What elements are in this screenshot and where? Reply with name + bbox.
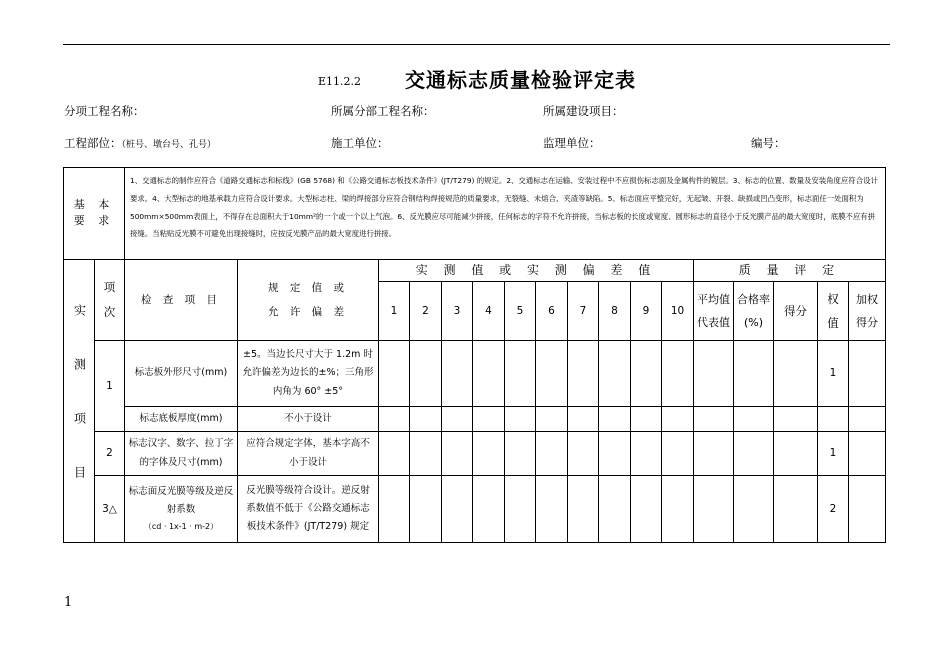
cell[interactable]	[410, 476, 442, 543]
cell[interactable]	[568, 476, 599, 543]
cell[interactable]	[734, 407, 774, 432]
project-name-label: 所属建设项目：	[543, 104, 624, 118]
cell[interactable]	[442, 476, 473, 543]
cell[interactable]	[505, 476, 536, 543]
cell[interactable]	[599, 407, 631, 432]
cell[interactable]	[410, 407, 442, 432]
table-row	[64, 407, 886, 432]
col-weight: 权 值	[818, 282, 849, 341]
row-3-no: 3△	[95, 476, 125, 543]
cell[interactable]	[473, 432, 505, 476]
row-1-item: 标志板外形尺寸(mm)	[125, 341, 238, 407]
cell[interactable]	[505, 341, 536, 407]
measure-col-4: 4	[473, 282, 505, 341]
row-2-spec: 应符合规定字体，基本字高不小于设计	[238, 432, 379, 476]
page-title: 交通标志质量检验评定表	[405, 68, 636, 92]
cell[interactable]	[599, 432, 631, 476]
cell[interactable]	[442, 432, 473, 476]
basic-requirements-label: 基 本 要 求	[64, 168, 125, 260]
cell[interactable]	[568, 432, 599, 476]
measured-group-header: 实 测 值 或 实 测 偏 差 值	[379, 260, 694, 282]
location-note: （桩号、墩台号、孔号）	[121, 140, 217, 150]
cell[interactable]	[694, 432, 734, 476]
row-2-item: 标志汉字、数字、拉丁字的字体及尺寸(mm)	[125, 432, 238, 476]
measure-col-10: 10	[662, 282, 694, 341]
row-2-weight: 1	[818, 432, 849, 476]
cell[interactable]	[849, 341, 886, 407]
cell[interactable]	[734, 341, 774, 407]
cell[interactable]	[379, 432, 410, 476]
cell[interactable]	[694, 407, 734, 432]
cell[interactable]	[473, 407, 505, 432]
cell[interactable]	[662, 341, 694, 407]
row-1-weight: 1	[818, 341, 849, 407]
row-3-weight: 2	[818, 476, 849, 543]
cell[interactable]	[599, 476, 631, 543]
col-check-item: 检 查 项 目	[125, 260, 238, 341]
cell[interactable]	[379, 476, 410, 543]
cell[interactable]	[379, 407, 410, 432]
row-3-item: 标志面反光膜等级及逆反射系数 （cd · 1x-1 · m-2）	[125, 476, 238, 543]
cell[interactable]	[599, 341, 631, 407]
cell[interactable]	[734, 476, 774, 543]
cell[interactable]	[849, 476, 886, 543]
measure-col-1: 1	[379, 282, 410, 341]
cell[interactable]	[662, 432, 694, 476]
location-label	[64, 135, 216, 151]
cell[interactable]	[631, 407, 662, 432]
measure-col-6: 6	[536, 282, 568, 341]
header-row-1	[64, 260, 886, 282]
measure-col-3: 3	[442, 282, 473, 341]
cell[interactable]	[410, 341, 442, 407]
cell[interactable]	[410, 432, 442, 476]
cell[interactable]	[694, 341, 734, 407]
cell[interactable]	[774, 432, 818, 476]
cell[interactable]	[694, 476, 734, 543]
cell[interactable]	[505, 407, 536, 432]
cell[interactable]	[536, 341, 568, 407]
measure-col-5: 5	[505, 282, 536, 341]
col-average: 平均值 代表值	[694, 282, 734, 341]
table-row	[64, 432, 886, 476]
cell[interactable]	[536, 432, 568, 476]
supervisor-label: 监理单位：	[543, 136, 601, 150]
cell[interactable]	[774, 407, 818, 432]
quality-group-header: 质 量 评 定	[694, 260, 886, 282]
top-rule	[63, 44, 890, 45]
basic-requirements-text: 1、交通标志的制作应符合《道路交通标志和标线》(GB 5768) 和《公路交通标志板技术条件》(JT/T279) 的规定。2、交通标志在运输、安装过程中不应损伤标志面及金属构件的镀层。3、标志的位置、数量及安装角度应符合设计要求。4、大型标志的地基承载力应符合设计要求。大型标志柱、梁的焊接部分应符合钢结构焊接规范的质量要求，无裂缝、未熔合、夹渣等缺陷。5、标志面应平整完好，无起皱、开裂、缺损或凹凸变形，标志面任一处面积为500mm×500mm表面上，不得存在总面积大于10mm²的一个或一个以上气泡。6、反光膜应尽可能减少拼接，任何标志的字符不允许拼接，当标志板的长度或宽度、圆形标志的直径小于反光膜产品的最大宽度时，底膜不应有拼接缝。当粘贴反光膜不可避免出现接缝时，应按反光膜产品的最大宽度进行拼接。	[125, 168, 886, 260]
cell[interactable]	[662, 407, 694, 432]
row-1-no: 1	[95, 341, 125, 432]
branch-name-label: 所属分部工程名称：	[331, 104, 435, 118]
col-score: 得分	[774, 282, 818, 341]
cell[interactable]	[849, 432, 886, 476]
measure-col-7: 7	[568, 282, 599, 341]
row-3-spec: 反光膜等级符合设计。逆反射系数值不低于《公路交通标志板技术条件》(JT/T279) 规定	[238, 476, 379, 543]
measured-items-side-label: 实 测 项 目	[64, 260, 95, 543]
cell[interactable]	[536, 407, 568, 432]
cell[interactable]	[631, 432, 662, 476]
cell[interactable]	[631, 476, 662, 543]
cell[interactable]	[734, 432, 774, 476]
col-spec: 规 定 值 或 允 许 偏 差	[238, 260, 379, 341]
cell[interactable]	[442, 341, 473, 407]
table-row	[64, 341, 886, 407]
cell[interactable]	[473, 476, 505, 543]
row-1b-item: 标志底板厚度(mm)	[125, 407, 238, 432]
cell[interactable]	[536, 476, 568, 543]
form-code: E11.2.2	[318, 75, 362, 88]
location-title: 工程部位：	[64, 136, 122, 150]
cell[interactable]	[442, 407, 473, 432]
cell[interactable]	[379, 341, 410, 407]
cell[interactable]	[505, 432, 536, 476]
inspection-table	[63, 167, 886, 543]
table-row	[64, 476, 886, 543]
col-item-no: 项 次	[95, 260, 125, 341]
cell[interactable]	[774, 341, 818, 407]
measure-col-9: 9	[631, 282, 662, 341]
row-1-spec: ±5。当边长尺寸大于 1.2m 时允许偏差为边长的±%；三角形内角为 60° ±5°	[238, 341, 379, 407]
subitem-name-label: 分项工程名称：	[64, 104, 145, 118]
cell[interactable]	[849, 407, 886, 432]
col-weighted-score: 加权 得分	[849, 282, 886, 341]
cell[interactable]	[568, 407, 599, 432]
cell[interactable]	[568, 341, 599, 407]
contractor-label: 施工单位：	[331, 136, 389, 150]
row-1b-spec: 不小于设计	[238, 407, 379, 432]
cell[interactable]	[631, 341, 662, 407]
measure-col-2: 2	[410, 282, 442, 341]
basic-requirements-row	[64, 168, 886, 260]
number-label: 编号：	[751, 136, 786, 150]
cell[interactable]	[473, 341, 505, 407]
col-pass-rate: 合格率 (%)	[734, 282, 774, 341]
row-1b-weight	[818, 407, 849, 432]
row-2-no: 2	[95, 432, 125, 476]
measure-col-8: 8	[599, 282, 631, 341]
page-number: 1	[64, 595, 73, 610]
cell[interactable]	[774, 476, 818, 543]
cell[interactable]	[662, 476, 694, 543]
